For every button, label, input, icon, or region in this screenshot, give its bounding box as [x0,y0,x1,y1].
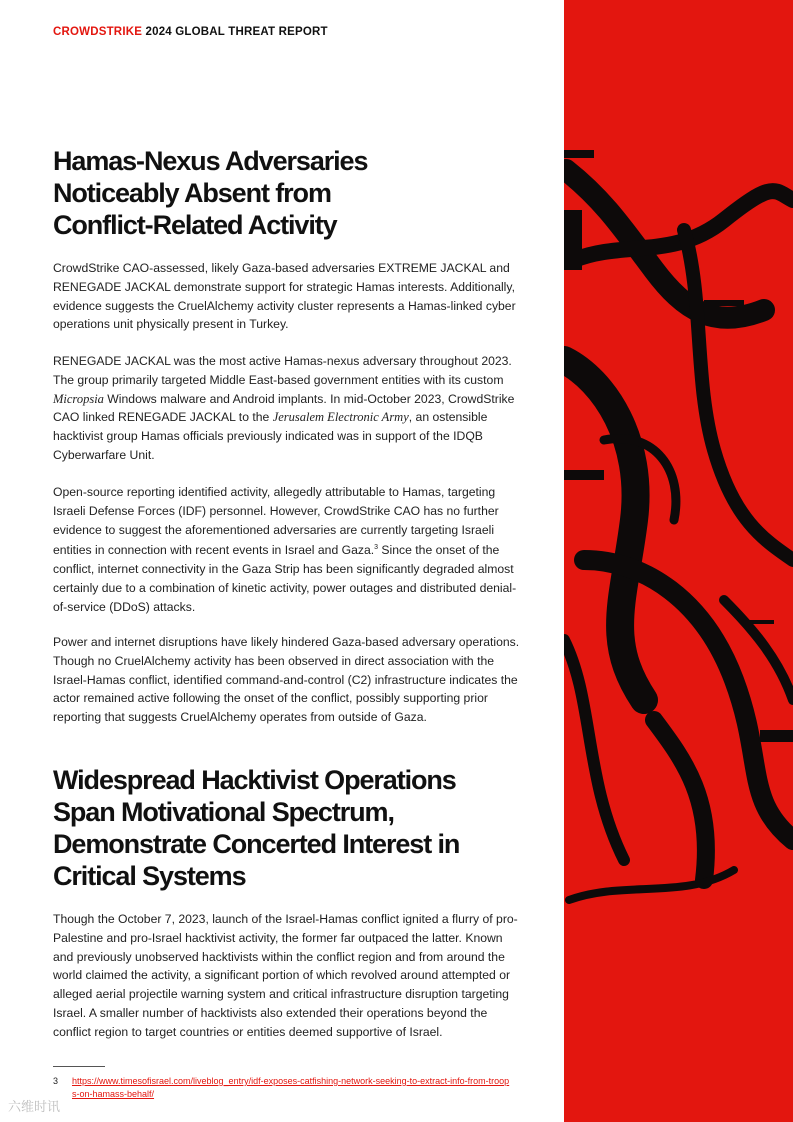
section-heading-hacktivist-operations: Widespread Hacktivist Operations Span Motivational Spectrum, Demonstrate Concerted Interest in Critical Systems [53,765,460,891]
decorative-red-artwork [564,0,793,1122]
paragraph-cao-assessment: CrowdStrike CAO-assessed, likely Gaza-based adversaries EXTREME JACKAL and RENEGADE JACKAL demonstrate support for strategic Hamas interests. Additionally, evidence suggests the CruelAlchemy activity cluster represents a Hamas-linked cyber operations unit physically present in Turkey. [53,261,516,332]
footnote [53,1075,523,1101]
paragraph-power-disruptions: Power and internet disruptions have likely hindered Gaza-based adversary operations. Though no CruelAlchemy activity has been observed in direct association with the Israel-Hamas conflict, identified command-and-control (C2) infrastructure indicates the actor remained active following the onset of the conflict, possibly supporting prior reporting that suggests CruelAlchemy operates from outside of Gaza. [53,635,520,725]
paragraph-open-source-reporting: Open-source reporting identified activity, allegedly attributable to Hamas, targeting Israeli Defense Forces (IDF) personnel. However, CrowdStrike CAO has no further evidence to suggest the aforementioned adversaries are currently targeting Israeli entities in connection with recent events in Israel and Gaza.$^3$ Since the onset of the conflict, internet connectivity in the Gaza Strip has been significantly degraded almost certainly due to a combination of kinetic activity, power outages and distributed denial-of-service (DDoS) attacks. [53,485,517,614]
malware-name-micropsia: Micropsia [53,391,104,406]
group-name-jea: Jerusalem Electronic Army [272,410,409,425]
paragraph-renegade-jackal: RENEGADE JACKAL was the most active Hamas-nexus adversary throughout 2023. The group primarily targeted Middle East-based government entities with its custom Micropsia Windows malware and Android implants. In mid-October 2023, CrowdStrike CAO linked RENEGADE JACKAL to the Jerusalem Electronic Army, an ostensible hacktivist group Hamas officials previously indicated was in support of the IDQB Cyberwarfare Unit. [53,354,515,462]
footnote-link[interactable]: https://www.timesofisrael.com/liveblog_entry/idf-exposes-catfishing-network-seeking-to-extract-info-from-troops-on-hamass-behalf/ [72,1076,510,1099]
report-header [53,26,328,38]
section-heading-hamas-nexus: Hamas-Nexus Adversaries Noticeably Absent from Conflict-Related Activity [53,146,368,240]
report-title: 2024 GLOBAL THREAT REPORT [145,26,328,38]
footnote-number: 3 [53,1076,59,1086]
brand-name: CROWDSTRIKE [53,26,143,38]
abstract-brush-art-icon [564,0,793,1122]
watermark: 六维时讯 [8,1100,61,1115]
footnote-divider [53,1066,105,1067]
paragraph-hacktivist-activity: Though the October 7, 2023, launch of the Israel-Hamas conflict ignited a flurry of pro-Palestine and pro-Israel hacktivist activity, the former far outpaced the latter. Known and previously unobserved hacktivists within the conflict region and from around the world claimed the activity, a significant portion of which revolved around attempted or alleged aerial projectile warning system and critical infrastructure disruption targeting Israel. A smaller number of hacktivists also extended their operations beyond the conflict region to target countries or entities deemed supportive of Israel. [53,912,518,1039]
footnote-ref[interactable]: 3 [374,544,379,552]
